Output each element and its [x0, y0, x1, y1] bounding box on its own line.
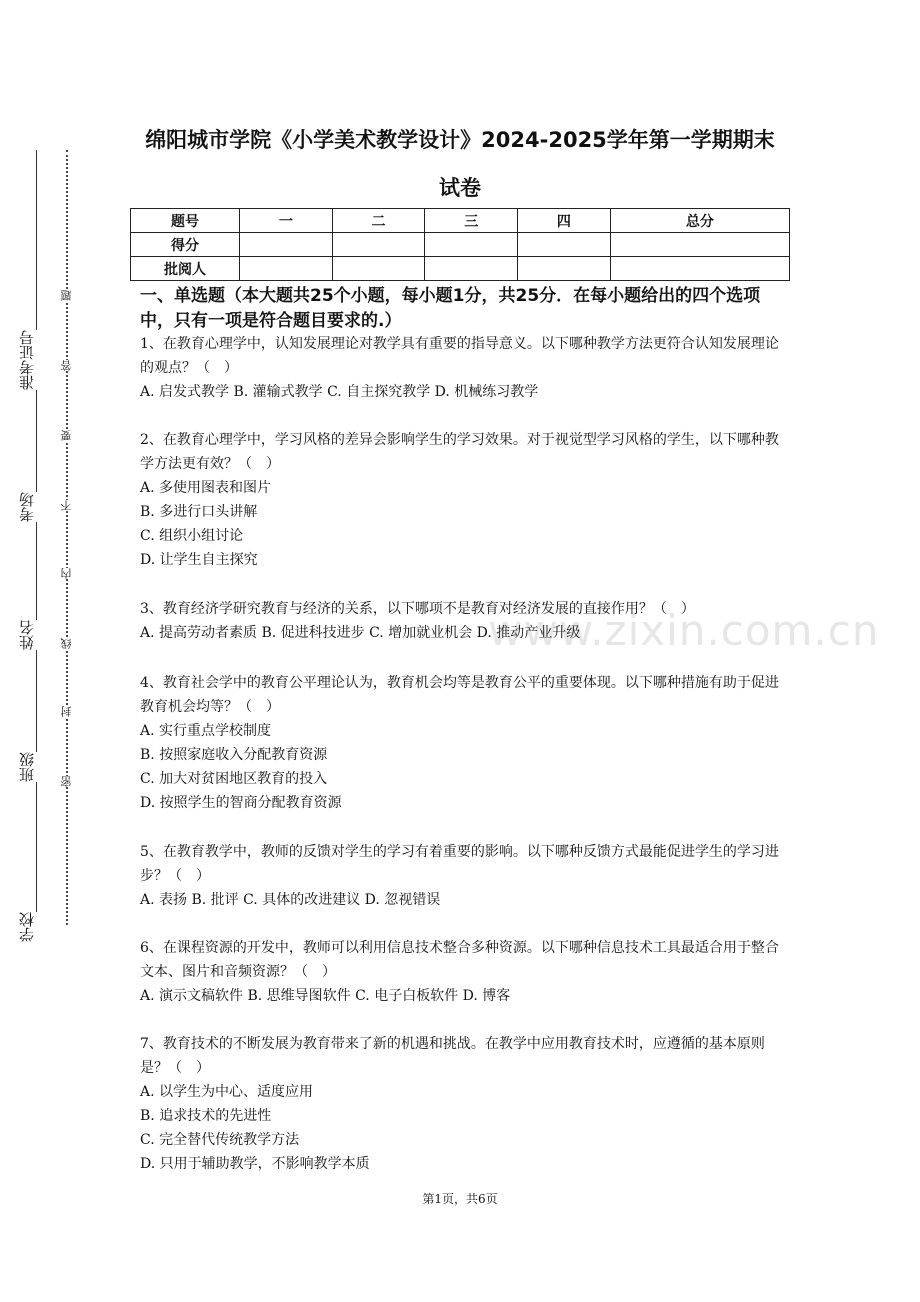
question-option: A. 启发式教学 B. 灌输式教学 C. 自主探究教学 D. 机械练习教学 — [140, 384, 539, 400]
score-table-header-row — [131, 209, 790, 233]
question-stem: 7、教育技术的不断发展为教育带来了新的机遇和挑战。在教学中应用教育技术时，应遵循的基本原则是？（ ） — [140, 1036, 765, 1076]
question-option: B. 多进行口头讲解 — [140, 504, 258, 520]
reviewer-cell — [332, 257, 425, 281]
question-stem: 5、在教育教学中，教师的反馈对学生的学习有着重要的影响。以下哪种反馈方式最能促进学生的学习进步？（ ） — [140, 844, 779, 884]
score-cell — [425, 233, 518, 257]
question-stem: 1、在教育心理学中，认知发展理论对教学具有重要的指导意义。以下哪种教学方法更符合认知发展理论的观点？（ ） — [140, 336, 779, 376]
question-1 — [140, 332, 790, 404]
question-option: D. 只用于辅助教学，不影响教学本质 — [140, 1156, 370, 1172]
question-6 — [140, 936, 790, 1008]
seal-char: 内 — [60, 568, 73, 579]
seal-char: 答 — [60, 360, 73, 371]
seal-char: 封 — [60, 706, 73, 717]
question-option: D. 按照学生的智商分配教育资源 — [140, 795, 342, 811]
seal-char: 要 — [60, 430, 73, 441]
reviewer-cell — [518, 257, 611, 281]
section-heading: 一、单选题（本大题共25个小题，每小题1分，共25分．在每小题给出的四个选项中，只有一项是符合题目要求的.） — [140, 286, 761, 331]
score-cell — [518, 233, 611, 257]
question-stem: 4、教育社会学中的教育公平理论认为，教育机会均等是教育公平的重要体现。以下哪种措施有助于促进教育机会均等？（ ） — [140, 675, 779, 715]
question-option: A. 表扬 B. 批评 C. 具体的改进建议 D. 忽视错误 — [140, 892, 441, 908]
question-option: C. 加大对贫困地区教育的投入 — [140, 771, 328, 787]
question-7 — [140, 1032, 790, 1176]
question-4 — [140, 671, 790, 815]
label-admission-number: 准考证号 — [18, 330, 36, 390]
reviewer-cell — [240, 257, 333, 281]
question-option: D. 让学生自主探究 — [140, 552, 258, 568]
question-option: A. 提高劳动者素质 B. 促进科技进步 C. 增加就业机会 D. 推动产业升级 — [140, 625, 581, 641]
seal-dotted-line — [66, 150, 68, 925]
header-cell: 一 — [240, 209, 333, 233]
label-name: 姓名 — [18, 620, 36, 650]
seal-char: 线 — [60, 638, 73, 649]
question-stem: 2、在教育心理学中，学习风格的差异会影响学生的学习效果。对于视觉型学习风格的学生，以下哪种教学方法更有效？（ ） — [140, 432, 779, 472]
reviewer-row — [131, 257, 790, 281]
row-label: 批阅人 — [131, 257, 240, 281]
header-cell: 三 — [425, 209, 518, 233]
score-table — [130, 208, 790, 281]
question-5 — [140, 840, 790, 912]
score-cell — [610, 233, 789, 257]
seal-char: 题 — [60, 290, 73, 301]
header-cell: 二 — [332, 209, 425, 233]
question-option: C. 组织小组讨论 — [140, 528, 244, 544]
question-option: A. 以学生为中心、适度应用 — [140, 1084, 314, 1100]
question-option: A. 多使用图表和图片 — [140, 480, 272, 496]
seal-char: 不 — [60, 500, 73, 511]
header-cell: 四 — [518, 209, 611, 233]
question-option: A. 实行重点学校制度 — [140, 723, 272, 739]
watermark: www.zixin.com.cn — [488, 606, 880, 655]
question-stem: 3、教育经济学研究教育与经济的关系，以下哪项不是教育对经济发展的直接作用？（ ） — [140, 601, 695, 617]
question-option: B. 追求技术的先进性 — [140, 1108, 272, 1124]
label-exam-room: 考场 — [18, 492, 36, 522]
question-option: C. 完全替代传统教学方法 — [140, 1132, 300, 1148]
score-cell — [240, 233, 333, 257]
question-stem: 6、在课程资源的开发中，教师可以利用信息技术整合多种资源。以下哪种信息技术工具最适合用于整合文本、图片和音频资源？（ ） — [140, 940, 779, 980]
row-label: 得分 — [131, 233, 240, 257]
question-option: A. 演示文稿软件 B. 思维导图软件 C. 电子白板软件 D. 博客 — [140, 988, 511, 1004]
header-cell: 题号 — [131, 209, 240, 233]
page-footer: 第1页，共6页 — [422, 1192, 498, 1206]
score-row — [131, 233, 790, 257]
question-3 — [140, 597, 790, 645]
question-2 — [140, 428, 790, 572]
label-class: 班级 — [18, 752, 36, 782]
exam-title: 绵阳城市学院《小学美术教学设计》2024-2025学年第一学期期末 — [145, 128, 775, 152]
seal-char: 密 — [60, 776, 73, 787]
exam-title-continued: 试卷 — [439, 176, 481, 200]
reviewer-cell — [425, 257, 518, 281]
header-cell: 总分 — [610, 209, 789, 233]
question-option: B. 按照家庭收入分配教育资源 — [140, 747, 328, 763]
reviewer-cell — [610, 257, 789, 281]
binding-line — [36, 150, 37, 925]
score-cell — [332, 233, 425, 257]
label-school: 学校 — [18, 912, 36, 942]
